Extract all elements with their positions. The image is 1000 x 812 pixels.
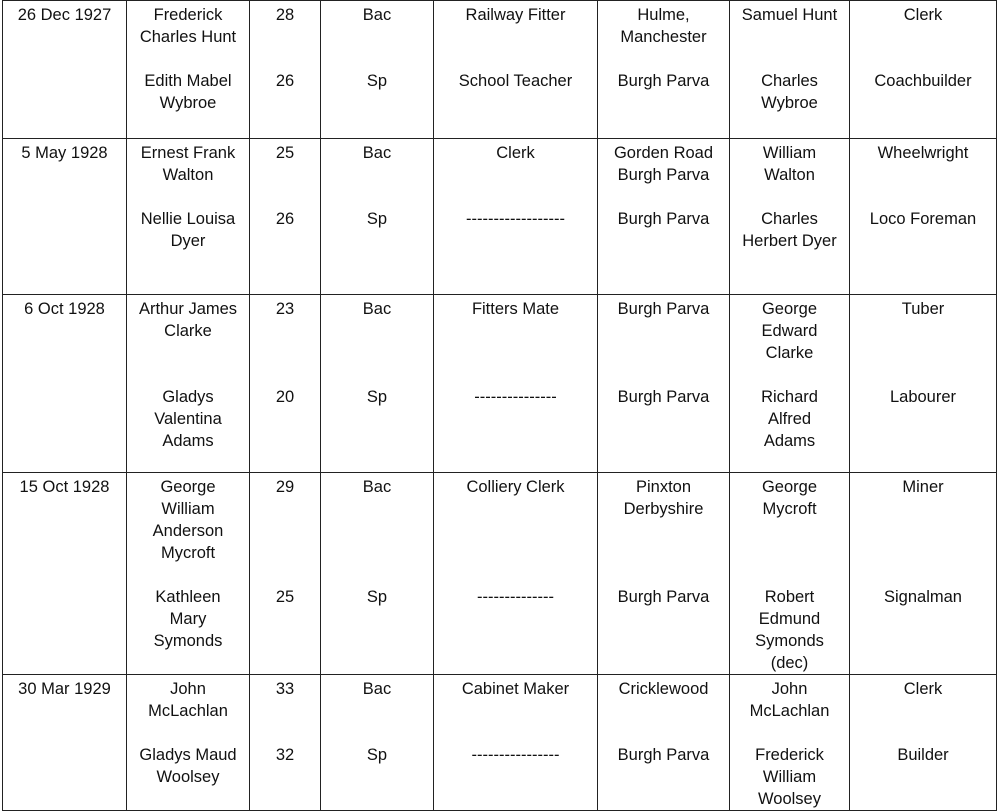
condition-cell bbox=[321, 675, 434, 811]
father-occupation-cell bbox=[850, 473, 997, 675]
father-name-cell bbox=[730, 139, 850, 295]
groom-father-name: William Walton bbox=[762, 144, 817, 184]
bride-father-name: Frederick William Woolsey bbox=[755, 746, 824, 808]
father-occupation-cell bbox=[850, 295, 997, 473]
groom-person-name: Arthur James Clarke bbox=[138, 300, 238, 340]
groom-occupation: Railway Fitter bbox=[465, 6, 566, 24]
register-body bbox=[3, 1, 997, 811]
bride-residence: Burgh Parva bbox=[617, 746, 710, 764]
bride-occupation: --------------- bbox=[474, 388, 557, 406]
bride-occupation: School Teacher bbox=[458, 72, 573, 90]
bride-person-name: Edith Mabel Wybroe bbox=[144, 72, 232, 112]
bride-condition: Sp bbox=[366, 746, 388, 764]
father-name-cell bbox=[730, 675, 850, 811]
bride-father-name: Charles Wybroe bbox=[761, 72, 818, 112]
groom-residence: Gorden Road Burgh Parva bbox=[613, 144, 714, 184]
bride-residence: Burgh Parva bbox=[617, 588, 710, 606]
groom-father-name: George Edward Clarke bbox=[761, 300, 818, 362]
person-name-cell bbox=[127, 295, 250, 473]
residence-cell bbox=[598, 675, 730, 811]
groom-occupation: Clerk bbox=[496, 144, 535, 162]
condition-cell bbox=[321, 1, 434, 139]
bride-age: 26 bbox=[275, 210, 295, 228]
groom-person-name: Frederick Charles Hunt bbox=[139, 6, 237, 46]
residence-cell bbox=[598, 139, 730, 295]
groom-age: 25 bbox=[275, 144, 295, 162]
groom-age: 23 bbox=[275, 300, 295, 318]
table-row bbox=[3, 139, 997, 295]
groom-condition: Bac bbox=[362, 144, 392, 162]
occupation-cell bbox=[434, 295, 598, 473]
person-name-cell bbox=[127, 1, 250, 139]
bride-person-name: Nellie Louisa Dyer bbox=[140, 210, 236, 250]
father-occupation-cell bbox=[850, 1, 997, 139]
groom-father-name: John McLachlan bbox=[749, 680, 830, 720]
person-name-cell bbox=[127, 473, 250, 675]
groom-condition: Bac bbox=[362, 300, 392, 318]
bride-age: 32 bbox=[275, 746, 295, 764]
table-row bbox=[3, 675, 997, 811]
bride-age: 25 bbox=[275, 588, 295, 606]
bride-residence: Burgh Parva bbox=[617, 388, 710, 406]
bride-residence: Burgh Parva bbox=[617, 72, 710, 90]
bride-father-name: Robert Edmund Symonds (dec) bbox=[755, 588, 824, 672]
groom-residence: Hulme, Manchester bbox=[620, 6, 707, 46]
occupation-cell bbox=[434, 675, 598, 811]
age-cell bbox=[250, 675, 321, 811]
bride-father-occupation: Signalman bbox=[884, 588, 962, 606]
table-row bbox=[3, 473, 997, 675]
groom-father-occupation: Tuber bbox=[901, 300, 945, 318]
age-cell bbox=[250, 473, 321, 675]
father-name-cell bbox=[730, 295, 850, 473]
bride-father-occupation: Loco Foreman bbox=[869, 210, 977, 228]
groom-occupation: Fitters Mate bbox=[471, 300, 560, 318]
bride-occupation: ---------------- bbox=[471, 746, 560, 764]
bride-occupation: ------------------ bbox=[466, 210, 565, 228]
groom-occupation: Cabinet Maker bbox=[461, 680, 570, 698]
bride-condition: Sp bbox=[366, 72, 388, 90]
condition-cell bbox=[321, 139, 434, 295]
groom-father-name: George Mycroft bbox=[761, 478, 818, 518]
age-cell bbox=[250, 295, 321, 473]
father-occupation-cell bbox=[850, 139, 997, 295]
residence-cell bbox=[598, 295, 730, 473]
residence-cell bbox=[598, 1, 730, 139]
occupation-cell bbox=[434, 473, 598, 675]
age-cell bbox=[250, 139, 321, 295]
table-row bbox=[3, 295, 997, 473]
bride-father-occupation: Coachbuilder bbox=[874, 72, 972, 90]
groom-condition: Bac bbox=[362, 680, 392, 698]
groom-father-name: Samuel Hunt bbox=[741, 6, 838, 24]
residence-cell bbox=[598, 473, 730, 675]
condition-cell bbox=[321, 295, 434, 473]
groom-residence: Pinxton Derbyshire bbox=[623, 478, 704, 518]
bride-person-name: Kathleen Mary Symonds bbox=[153, 588, 223, 650]
occupation-cell bbox=[434, 139, 598, 295]
groom-condition: Bac bbox=[362, 6, 392, 24]
bride-father-name: Richard Alfred Adams bbox=[761, 388, 818, 450]
groom-occupation: Colliery Clerk bbox=[466, 478, 565, 496]
groom-residence: Cricklewood bbox=[618, 680, 709, 698]
marriage-date-cell: 26 Dec 1927 bbox=[3, 1, 127, 139]
bride-age: 26 bbox=[275, 72, 295, 90]
groom-father-occupation: Miner bbox=[902, 478, 944, 496]
groom-condition: Bac bbox=[362, 478, 392, 496]
condition-cell bbox=[321, 473, 434, 675]
groom-person-name: Ernest Frank Walton bbox=[140, 144, 236, 184]
bride-condition: Sp bbox=[366, 388, 388, 406]
table-row bbox=[3, 1, 997, 139]
bride-father-occupation: Builder bbox=[897, 746, 949, 764]
father-occupation-cell bbox=[850, 675, 997, 811]
person-name-cell bbox=[127, 139, 250, 295]
bride-age: 20 bbox=[275, 388, 295, 406]
groom-person-name: George William Anderson Mycroft bbox=[152, 478, 224, 562]
bride-occupation: -------------- bbox=[477, 588, 554, 606]
groom-father-occupation: Wheelwright bbox=[877, 144, 969, 162]
groom-age: 29 bbox=[275, 478, 295, 496]
bride-condition: Sp bbox=[366, 588, 388, 606]
marriage-date-cell: 15 Oct 1928 bbox=[3, 473, 127, 675]
bride-person-name: Gladys Maud Woolsey bbox=[139, 746, 237, 786]
groom-father-occupation: Clerk bbox=[903, 6, 943, 24]
occupation-cell bbox=[434, 1, 598, 139]
marriage-date-cell: 6 Oct 1928 bbox=[3, 295, 127, 473]
groom-age: 28 bbox=[275, 6, 295, 24]
marriage-date-cell: 30 Mar 1929 bbox=[3, 675, 127, 811]
bride-person-name: Gladys Valentina Adams bbox=[154, 388, 222, 450]
groom-person-name: John McLachlan bbox=[148, 680, 228, 720]
marriage-register-table bbox=[2, 0, 997, 811]
bride-father-name: Charles Herbert Dyer bbox=[742, 210, 837, 250]
father-name-cell bbox=[730, 1, 850, 139]
bride-condition: Sp bbox=[366, 210, 388, 228]
groom-father-occupation: Clerk bbox=[903, 680, 943, 698]
marriage-date-cell: 5 May 1928 bbox=[3, 139, 127, 295]
bride-residence: Burgh Parva bbox=[617, 210, 710, 228]
groom-residence: Burgh Parva bbox=[617, 300, 710, 318]
age-cell bbox=[250, 1, 321, 139]
father-name-cell bbox=[730, 473, 850, 675]
bride-father-occupation: Labourer bbox=[889, 388, 957, 406]
groom-age: 33 bbox=[275, 680, 295, 698]
person-name-cell bbox=[127, 675, 250, 811]
